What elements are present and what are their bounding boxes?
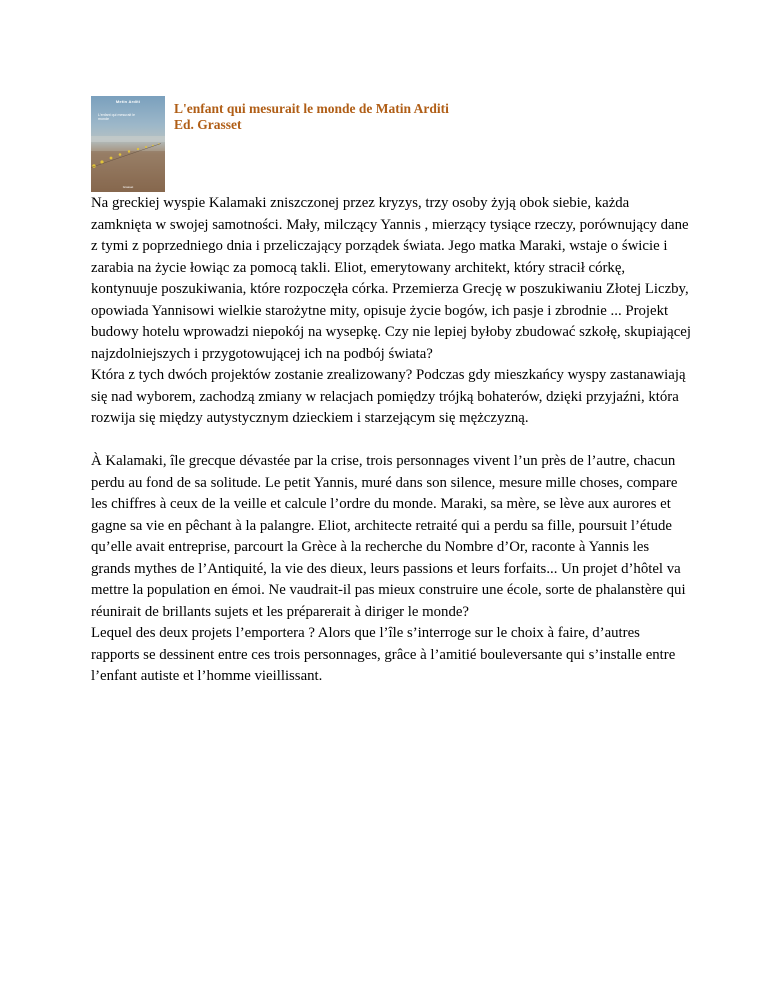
cover-publisher: Grasset bbox=[122, 185, 134, 189]
polish-paragraph-2: Która z tych dwóch projektów zostanie zrealizowany? Podczas gdy mieszkańcy wyspy zastanawiają się nad wyborem, zachodzą zmiany w relacjach pomiędzy trójką bohaterów, dzięki przyjaźni, która rozwija się między autystycznym dzieckiem i starzejącym się mężczyzną. bbox=[91, 367, 686, 426]
polish-paragraph-1: Na greckiej wyspie Kalamaki zniszczonej przez kryzys, trzy osoby żyją obok siebie, każda zamknięta w swojej samotności. Mały, milczący Yannis , mierzący tysiące rzeczy, porównujący dane z tymi z poprzedniego dnia i przeliczający porządek świata. Jego matka Maraki, wstaje o świcie i zarabia na życie łowiąc za pomocą takli. Eliot, emerytowany architekt, który stracił córkę, kontynuuje poszukiwania, które rozpoczęła córka. Przemierza Grecję w poszukiwaniu Złotej Liczby, opowiada Yannisowi wielkie starożytne mity, opisuje życie bogów, ich pasje i zbrodnie ... Projekt budowy hotelu wprowadzi niepokój na wysepkę. Czy nie lepiej byłoby zbudować szkołę, skupiającej najzdolniejszych i przygotowującej ich na podbój świata? bbox=[91, 195, 691, 362]
book-cover-image bbox=[91, 96, 165, 192]
polish-description bbox=[91, 193, 691, 430]
book-header bbox=[91, 96, 691, 192]
cover-author: Metin Arditi bbox=[115, 99, 141, 104]
cover-beach-picture bbox=[91, 96, 165, 192]
french-paragraph-1: À Kalamaki, île grecque dévastée par la crise, trois personnages vivent l’un près de l’autre, chacun perdu au fond de sa solitude. Le petit Yannis, muré dans son silence, mesure mille choses, compare les chiffres à ceux de la veille et calcule l’ordre du monde. Maraki, sa mère, se lève aux aurores et gagne sa vie en pêchant à la palangre. Eliot, architecte retraité qui a perdu sa fille, poursuit l’étude qu’elle avait entreprise, parcourt la Grèce à la recherche du Nombre d’Or, raconte à Yannis les grands mythes de l’Antiquité, la vie des dieux, leurs passions et leurs forfaits... Un projet d’hôtel va mettre la population en émoi. Ne vaudrait-il pas mieux construire une école, sorte de phalanstère qui réunirait de brillants sujets et les préparerait à diriger le monde? bbox=[91, 453, 686, 620]
cover-title: L'enfant qui mesurait le monde bbox=[98, 113, 136, 122]
french-paragraph-2: Lequel des deux projets l’emportera ? Alors que l’île s’interroge sur le choix à faire, d’autres rapports se dessinent entre ces trois personnages, grâce à l’amitié bouleversante qui s’installe entre l’enfant autiste et l’homme vieillissant. bbox=[91, 625, 676, 684]
book-publisher: Ed. Grasset bbox=[174, 117, 242, 132]
book-title: L'enfant qui mesurait le monde de Matin Arditi bbox=[174, 101, 449, 116]
french-description bbox=[91, 451, 691, 688]
